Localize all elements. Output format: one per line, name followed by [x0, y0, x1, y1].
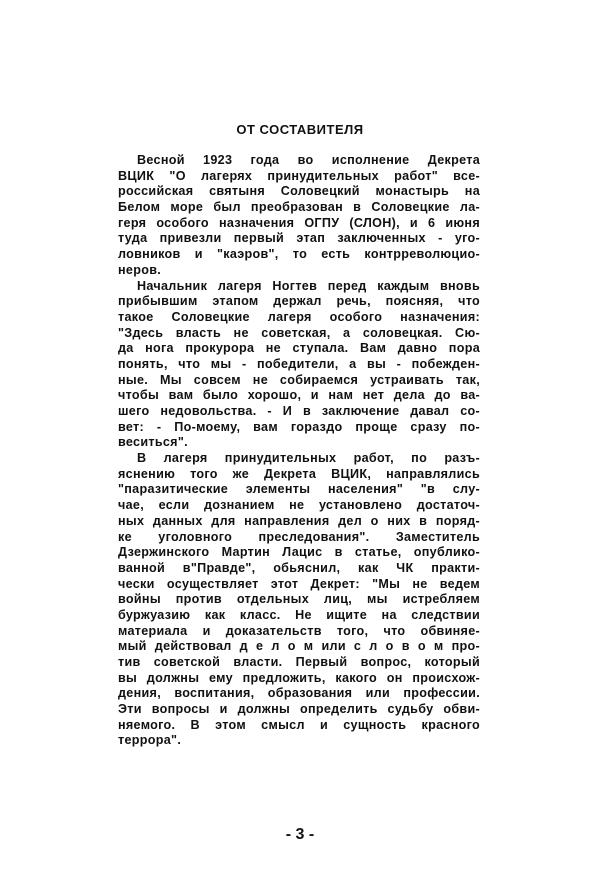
text-line: Начальник лагеря Ногтев перед каждым вновь [137, 278, 480, 293]
text-line: чае, если дознанием не установлено достаточ- [118, 498, 480, 513]
text-line: неров. [118, 262, 162, 277]
text-line: материала и доказательств того, что обвиняе- [118, 623, 480, 638]
text-line: ных данных для направления дел о них в поряд- [118, 513, 480, 528]
text-line: ловников и "каэров", то есть контрреволюцио- [118, 247, 480, 262]
text-line: тив советской власти. Первый вопрос, который [118, 655, 480, 669]
text-line: няемого. В этом смысл и сущность красного [118, 717, 480, 732]
text-line: ВЦИК "О лагерях принудительных работ" все- [118, 168, 480, 183]
text-line: российская святыня Соловецкий монастырь на [118, 184, 480, 199]
text-line: геря особого назначения ОГПУ (СЛОН), и 6 июня [118, 215, 480, 230]
text-line: да нога прокурора не ступала. Вам давно пора [118, 341, 480, 356]
text-line: шего недовольства. - И в заключение давал со- [118, 404, 480, 418]
text-line: войны против отдельных лиц, мы истребляем [118, 592, 480, 607]
text-line: чески осуществляет этот Декрет: "Мы не ведем [118, 576, 480, 591]
page-number: - 3 - [285, 826, 315, 843]
text-line: Эти вопросы и должны определить судьбу обви- [118, 702, 480, 717]
text-line: вы должны ему предложить, какого он происхож- [118, 670, 480, 685]
text-line: "Здесь власть не советская, а соловецкая. Сю- [118, 325, 480, 340]
text-line: дения, воспитания, образования или профессии. [118, 686, 480, 701]
text-line: Дзержинского Мартин Лацис в статье, опублико- [118, 545, 480, 560]
text-line: В лагеря принудительных работ, по разъ- [137, 451, 480, 466]
text-line: террора". [118, 733, 182, 748]
text-line: Весной 1923 года во исполнение Декрета [137, 153, 480, 167]
text-line: прибывшим этапом держал речь, поясняя, что [118, 294, 480, 309]
text-line: чтобы вам было хорошо, и нам нет дела до ва- [118, 388, 480, 403]
text-line: "паразитические элементы населения" "в слу- [118, 482, 480, 497]
text-line: ванной в"Правде", обьяснил, как ЧК практи- [118, 560, 480, 575]
text-line: вет: - По-моему, вам гораздо проще сразу по- [118, 419, 480, 434]
text-line: мый действовал д е л о м или с л о в о м про- [118, 639, 480, 654]
text-line: понять, что мы - победители, а вы - побежден- [118, 356, 480, 371]
text-line: яснению того же Декрета ВЦИК, направлялись [118, 466, 480, 481]
paragraph [118, 153, 480, 279]
text-line: туда привезли первый этап заключенных - уго- [118, 231, 480, 246]
text-line: буржуазию как класс. Не ищите на следствии [118, 607, 480, 622]
text-line: веситься". [118, 435, 188, 450]
section-title: ОТ СОСТАВИТЕЛЯ [236, 122, 364, 137]
text-line: такое Соловецкие лагеря особого назначения: [118, 309, 480, 324]
paragraph [118, 451, 480, 749]
body-text [118, 153, 480, 749]
text-line: ке уголовного преследования". Заместитель [118, 529, 480, 544]
paragraph [118, 279, 480, 452]
text-line: ные. Мы совсем не собираемся устраивать так, [118, 372, 480, 387]
text-line: Белом море был преобразован в Соловецкие ла- [118, 200, 480, 215]
